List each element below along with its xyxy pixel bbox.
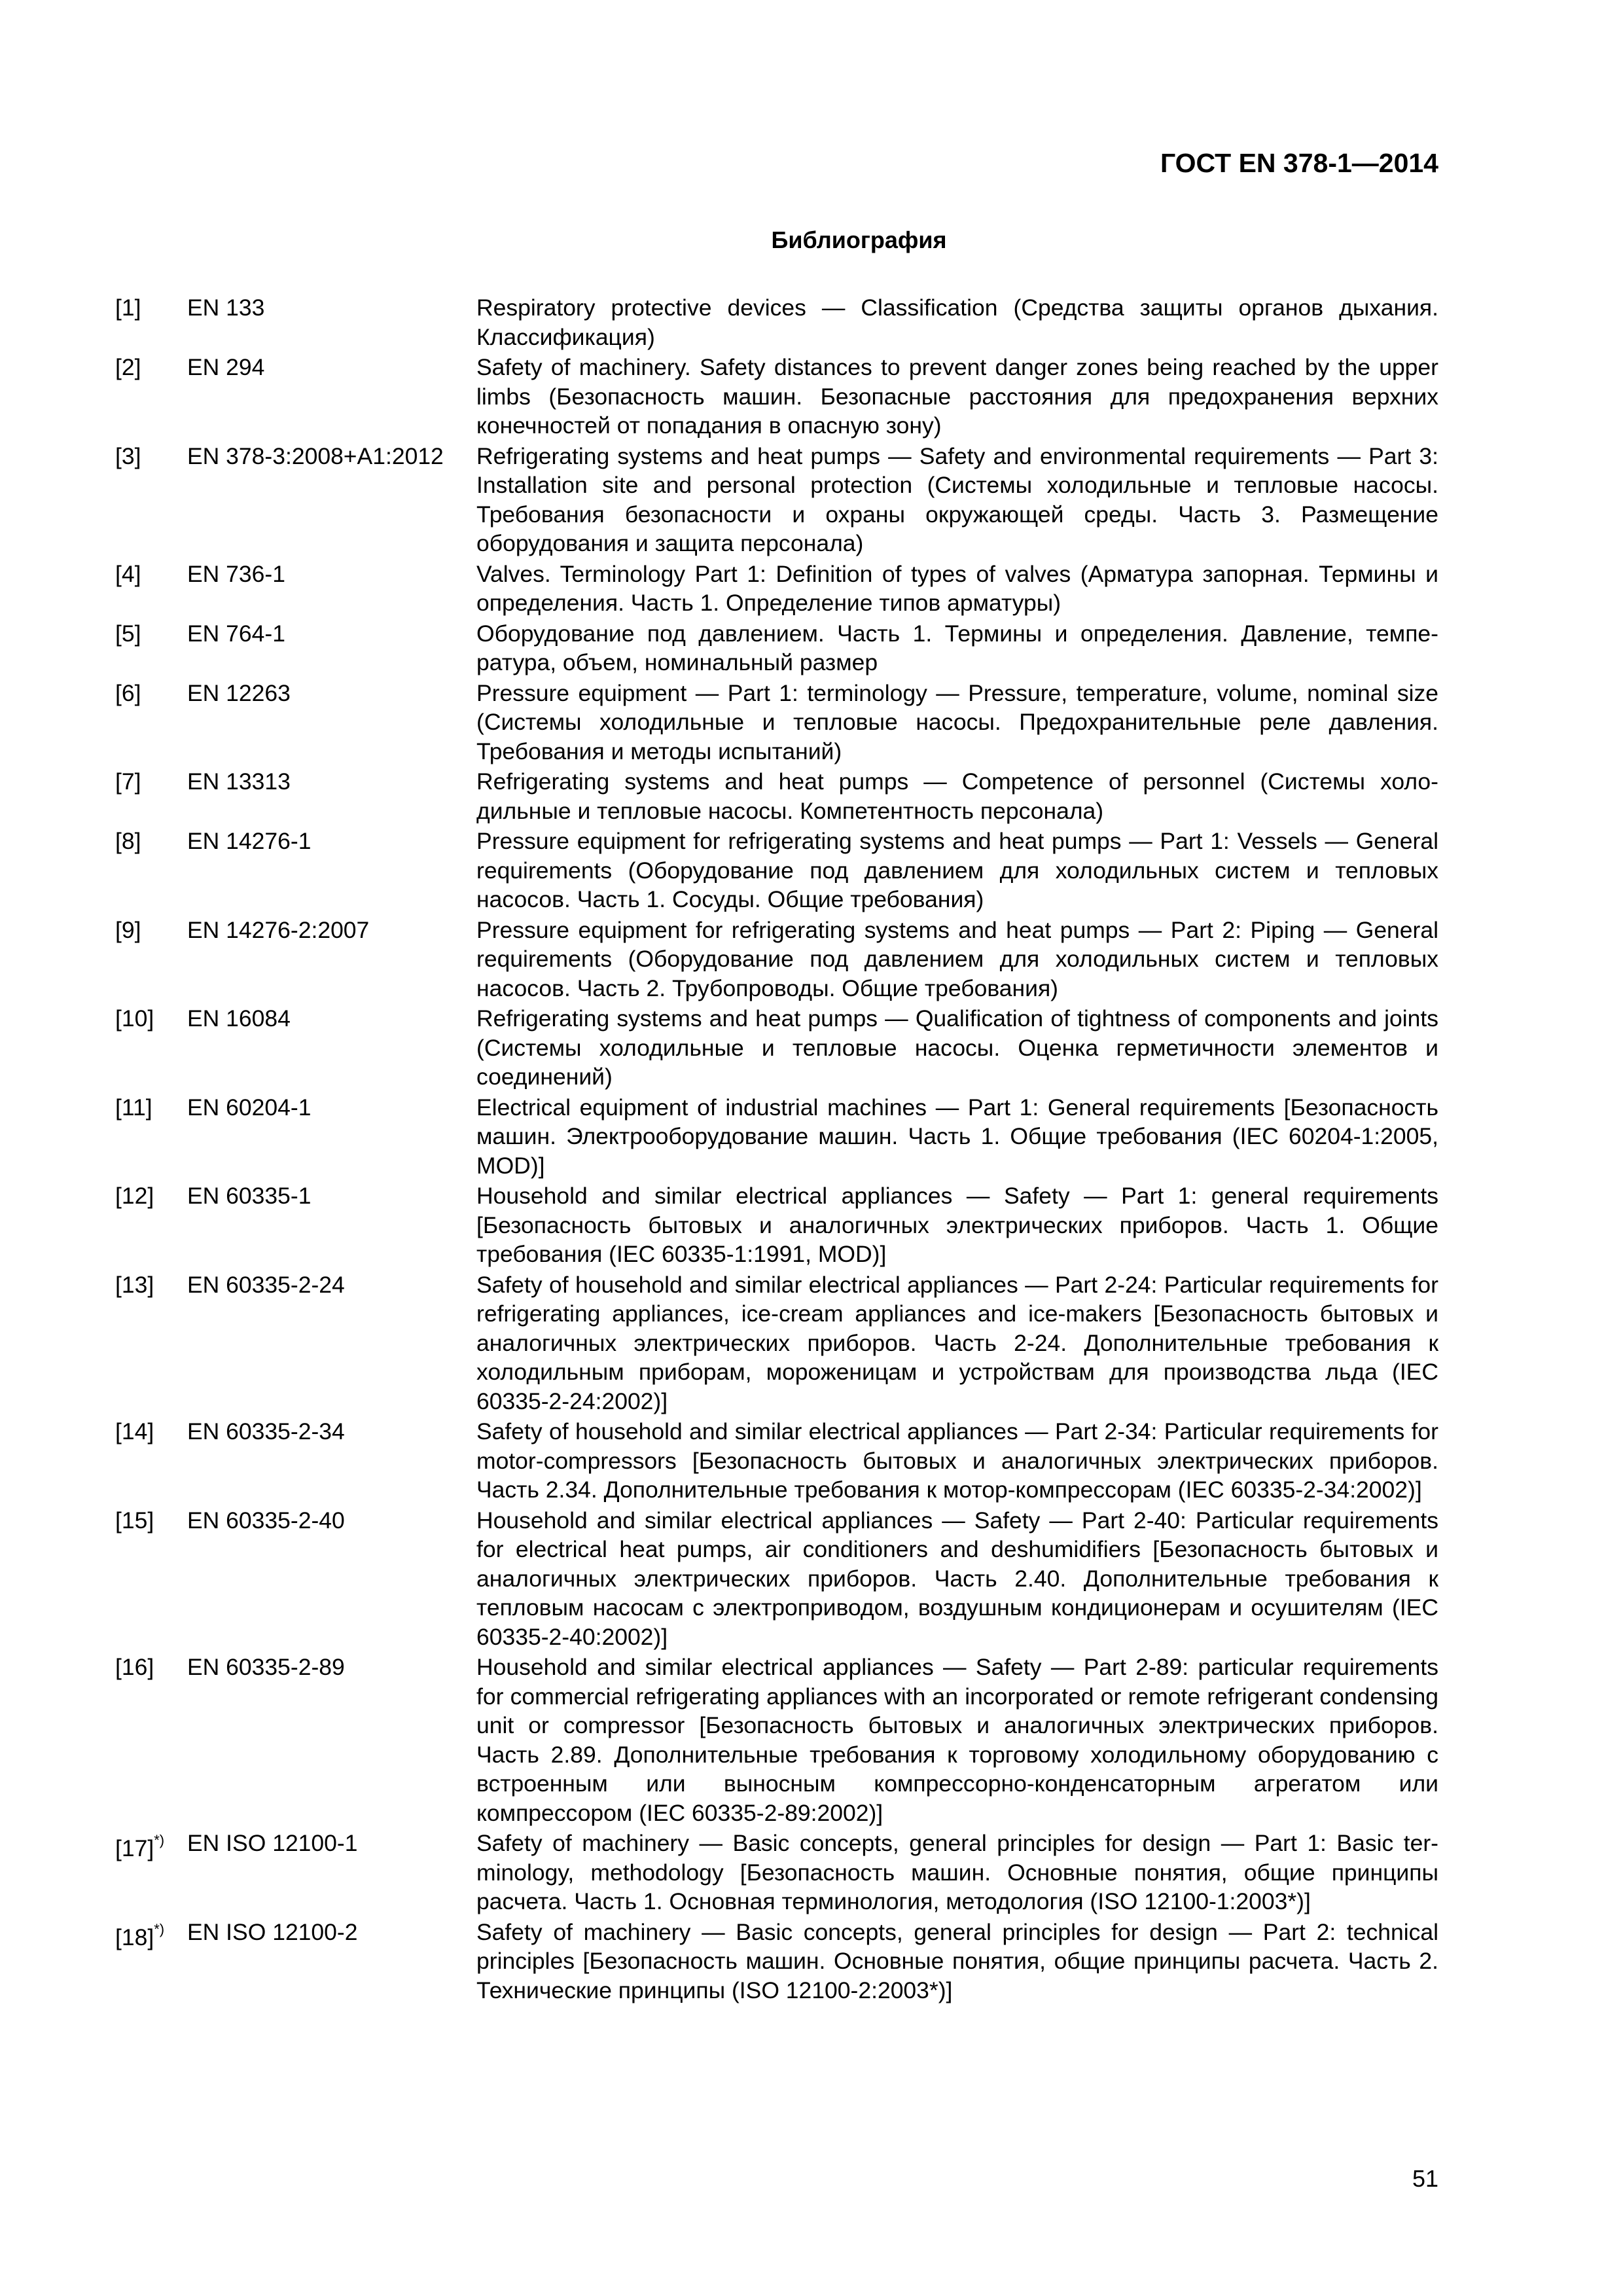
entry-number [115, 767, 187, 825]
entry-number [115, 442, 187, 558]
bibliography-entry [115, 827, 1438, 914]
standard-description: Refrigerating systems and heat pumps — Competence of personnel (Системы холодильные и тепловые насосы. Компетентность персонала) [476, 768, 1438, 824]
entry-number [115, 293, 187, 351]
standard-code: EN 133 [187, 295, 265, 321]
standard-code: EN 13313 [187, 768, 291, 795]
standard-code: EN 294 [187, 354, 265, 380]
standard-code: EN 16084 [187, 1005, 291, 1031]
entry-number-text: [10] [115, 1005, 154, 1031]
entry-number-text: [2] [115, 354, 141, 380]
standard-description: Safety of household and similar electrical appliances — Part 2-34: Particular requirements for motor-compressors [Безопасность бытовых и аналогичных электрических приборов. Часть 2.34. Дополнительные требования к мотор-компрессорам (IEC 60335-2-34:2002)] [476, 1418, 1438, 1503]
entry-number-text: [15] [115, 1507, 154, 1534]
standard-code: EN 378-3:2008+A1:2012 [187, 442, 444, 469]
standard-code: EN 764-1 [187, 620, 285, 647]
bibliography-entry [115, 1918, 1438, 2005]
standard-description: Pressure equipment for refrigerating systems and heat pumps — Part 2: Piping — General requirements (Оборудование под давлением для холодильных систем и тепловых насосов. Часть 2. Трубопроводы. Общие требования) [476, 916, 1438, 1001]
standard-code: EN 12263 [187, 679, 291, 706]
standard-code: EN 14276-1 [187, 828, 312, 854]
standard-code: EN 60335-1 [187, 1183, 312, 1209]
bibliography-entry [115, 1829, 1438, 1916]
entry-number [115, 1417, 187, 1505]
standard-description: Household and similar electrical appliances — Safety — Part 1: general requirements [Безопасность бытовых и аналогичных электрических приборов. Часть 1. Общие требования (IEC 60335-1:1991, MOD)] [476, 1183, 1438, 1267]
standard-description: Respiratory protective devices — Classification (Средства защиты органов дыхания. Классификация) [476, 295, 1438, 350]
entry-number [115, 1506, 187, 1652]
bibliography-list [115, 293, 1438, 2006]
standard-code: EN ISO 12100-2 [187, 1918, 358, 1945]
bibliography-entry [115, 679, 1438, 766]
entry-number [115, 619, 187, 677]
standard-code: EN 60335-2-24 [187, 1271, 345, 1298]
entry-number-text: [1] [115, 295, 141, 321]
bibliography-entry [115, 293, 1438, 351]
bibliography-entry [115, 1004, 1438, 1092]
entry-number-text: [16] [115, 1654, 154, 1680]
standard-description: Valves. Terminology Part 1: Definition of types of valves (Арматура запорная. Термины и определения. Часть 1. Определение типов арматуры) [476, 560, 1438, 616]
entry-number [115, 1093, 187, 1181]
standard-code: EN 60335-2-89 [187, 1654, 345, 1680]
entry-number [115, 1918, 187, 2005]
entry-number-text: [17] [115, 1835, 154, 1861]
entry-number-text: [7] [115, 768, 141, 795]
bibliography-entry [115, 1417, 1438, 1505]
standard-code: EN 14276-2:2007 [187, 916, 370, 943]
entry-number-text: [8] [115, 828, 141, 854]
bibliography-entry [115, 1181, 1438, 1269]
bibliography-entry [115, 442, 1438, 558]
bibliography-entry [115, 353, 1438, 440]
standard-description: Safety of machinery — Basic concepts, general principles for design — Part 2: technical principles [Безопасность машин. Основные понятия, общие принципы расчета. Часть 2. Технические принципы (ISO 12100-2:2003*)] [476, 1918, 1438, 2003]
entry-number-text: [5] [115, 620, 141, 647]
standard-code: EN ISO 12100-1 [187, 1830, 358, 1856]
bibliography-entry [115, 560, 1438, 618]
document-id-header: ГОСТ EN 378-1—2014 [1160, 148, 1438, 178]
standard-description: Pressure equipment — Part 1: terminology — Pressure, temperature, volume, nominal size (Системы холодильные и тепловые насосы. Предохранительные реле давления. Требования и методы испытаний) [476, 679, 1438, 764]
standard-description: Household and similar electrical appliances — Safety — Part 2-40: Particular requirements for electrical heat pumps, air conditioners and deshumidifiers [Безопасность бытовых и аналогичных электрических приборов. Часть 2.40. Дополнительные требования к тепловым насосам с электроприводом, воздушным кондиционерам и осушителям (IEC 60335-2-40:2002)] [476, 1507, 1438, 1650]
entry-number-text: [14] [115, 1418, 154, 1444]
bibliography-entry [115, 767, 1438, 825]
entry-number [115, 560, 187, 618]
footnote-mark: *) [154, 1832, 165, 1848]
bibliography-entry [115, 1506, 1438, 1652]
entry-number-text: [3] [115, 442, 141, 469]
entry-number [115, 679, 187, 766]
entry-number [115, 827, 187, 914]
standard-description: Pressure equipment for refrigerating systems and heat pumps — Part 1: Vessels — General requirements (Оборудование под давлением для холодильных систем и тепловых насосов. Часть 1. Сосуды. Общие требования) [476, 828, 1438, 912]
standard-description: Refrigerating systems and heat pumps — Safety and environmental requirements — Part 3: Installation site and personal protection (Системы холодильные и тепловые насосы. Требования безопасности и охраны окружающей среды. Часть 3. Размещение оборудования и защита персонала) [476, 442, 1438, 556]
entry-number [115, 1004, 187, 1092]
page-number: 51 [1412, 2165, 1438, 2192]
entry-number [115, 1270, 187, 1416]
entry-number [115, 916, 187, 1003]
entry-number-text: [4] [115, 560, 141, 587]
entry-number-text: [12] [115, 1183, 154, 1209]
standard-description: Household and similar electrical appliances — Safety — Part 2-89: particular requirements for commercial refrigerating appliances with an incorporated or remote refrigerant condensing unit or compressor [Безопасность бытовых и аналогичных электрических приборов. Часть 2.89. Дополнительные требования к торговому холодильному оборудованию с встроенным или выносным компрессорно-конденсаторным агрегатом или компрессором (IEC 60335-2-89:2002)] [476, 1654, 1438, 1826]
entry-number-text: [11] [115, 1094, 152, 1121]
standard-description: Safety of machinery. Safety distances to prevent danger zones being reached by the upper limbs (Безопасность машин. Безопасные расстояния для предохранения верхних конечностей от попадания в опасную зону) [476, 354, 1438, 439]
entry-number-text: [9] [115, 916, 141, 943]
standard-code: EN 60335-2-40 [187, 1507, 345, 1534]
standard-description: Safety of household and similar electrical appliances — Part 2-24: Particular requirements for refrigerating appliances, ice-cream appliances and ice-makers [Безопасность бытовых и аналогичных электрических приборов. Часть 2-24. Дополнительные требования к холодильным приборам, мороженицам и устройствам для производства льда (IEC 60335-2-24:2002)] [476, 1271, 1438, 1414]
standard-code: EN 60335-2-34 [187, 1418, 345, 1444]
bibliography-entry [115, 1270, 1438, 1416]
bibliography-entry [115, 1093, 1438, 1181]
footnote-mark: *) [154, 1920, 165, 1937]
entry-number [115, 353, 187, 440]
entry-number [115, 1653, 187, 1827]
page-title: Библиография [771, 226, 947, 253]
entry-number-text: [18] [115, 1924, 154, 1950]
standard-code: EN 736-1 [187, 560, 285, 587]
bibliography-entry [115, 916, 1438, 1003]
standard-code: EN 60204-1 [187, 1094, 312, 1121]
standard-description: Safety of machinery — Basic concepts, general principles for design — Part 1: Basic terminology, methodology [Безопасность машин. Основные понятия, общие принципы расчета. Часть 1. Основная терминология, методология (ISO 12100-1:2003*)] [476, 1830, 1438, 1914]
bibliography-entry [115, 619, 1438, 677]
entry-number-text: [6] [115, 679, 141, 706]
standard-description: Electrical equipment of industrial machines — Part 1: General requirements [Безопасность машин. Электрооборудование машин. Часть 1. Общие требования (IEC 60204-1:2005, MOD)] [476, 1094, 1438, 1179]
entry-number [115, 1829, 187, 1916]
standard-description: Refrigerating systems and heat pumps — Qualification of tightness of components and joints (Системы холодильные и тепловые насосы. Оценка герметичности элементов и соединений) [476, 1005, 1438, 1090]
entry-number [115, 1181, 187, 1269]
standard-description: Оборудование под давлением. Часть 1. Термины и определения. Давление, температура, объем, номинальный размер [476, 620, 1438, 675]
entry-number-text: [13] [115, 1271, 154, 1298]
bibliography-entry [115, 1653, 1438, 1827]
